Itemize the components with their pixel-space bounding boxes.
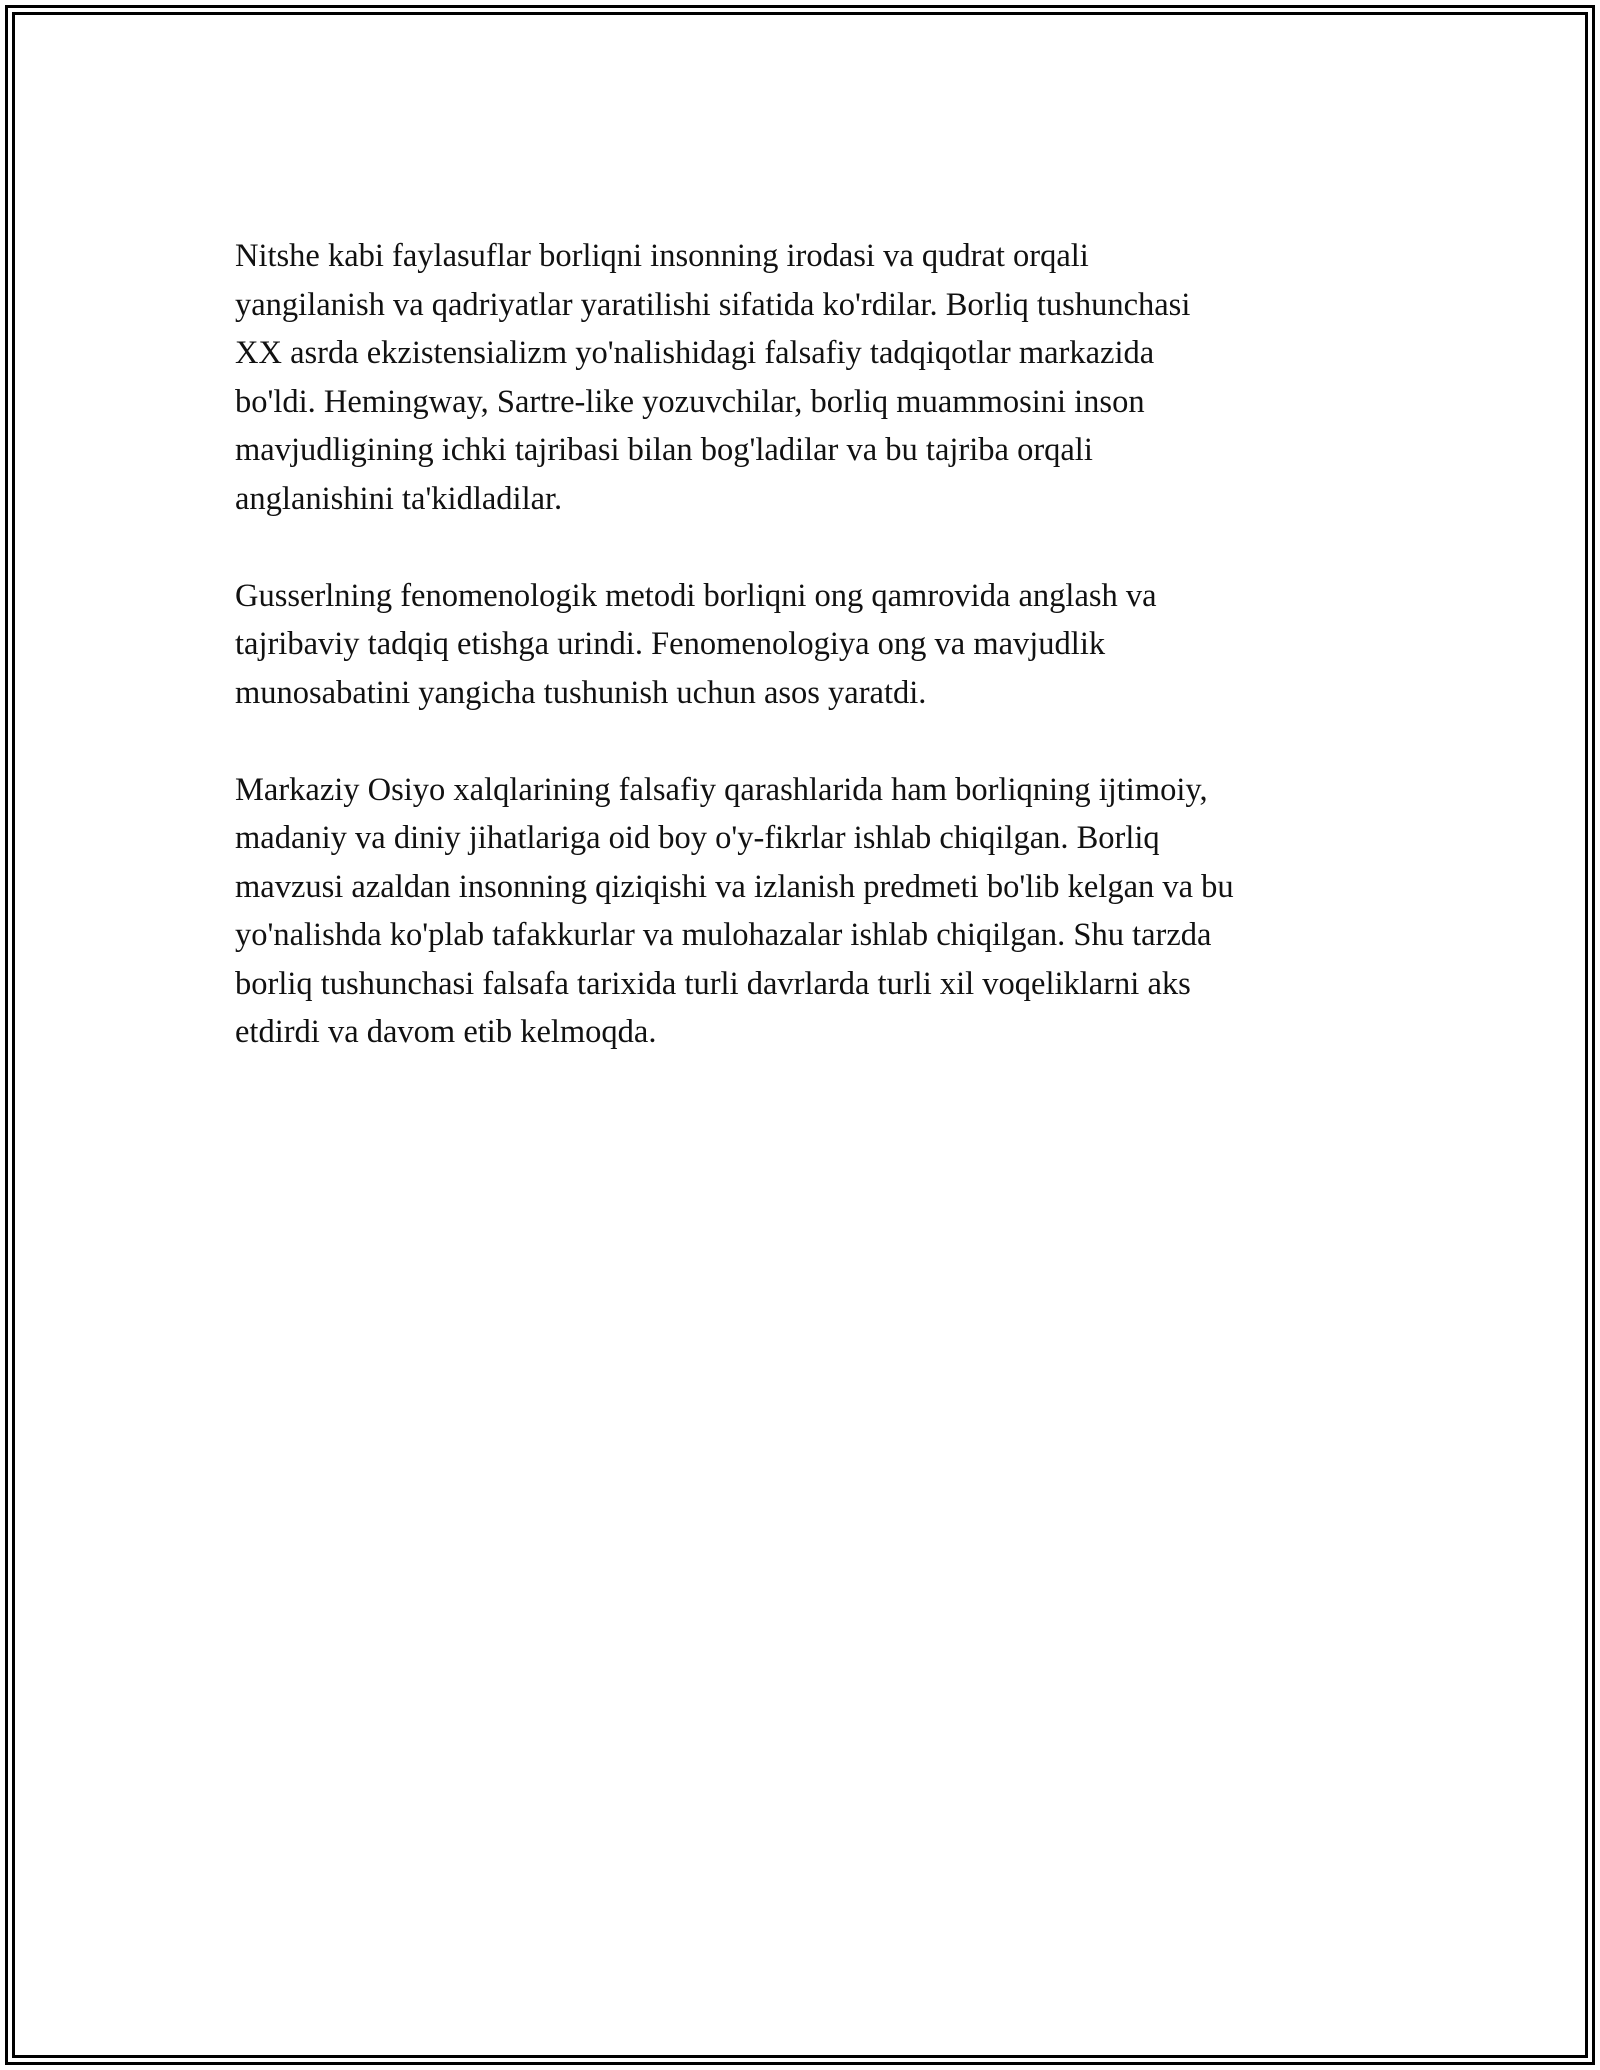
text-line: mavzusi azaldan insonning qiziqishi va izlanish predmeti bo'lib kelgan va bu bbox=[235, 868, 1234, 905]
text-line: XX asrda ekzistensializm yo'nalishidagi falsafiy tadqiqotlar markazida bbox=[235, 335, 1155, 371]
text-line: etdirdi va davom etib kelmoqda. bbox=[235, 1014, 657, 1050]
text-line: Markaziy Osiyo xalqlarining falsafiy qarashlarida ham borliqning ijtimoiy, bbox=[235, 771, 1208, 808]
text-line: munosabatini yangicha tushunish uchun asos yaratdi. bbox=[235, 674, 927, 711]
paragraph-1 bbox=[235, 232, 1375, 523]
document-body bbox=[235, 232, 1375, 1105]
text-line: anglanishini ta'kidladilar. bbox=[235, 480, 563, 517]
text-line: tajribaviy tadqiq etishga urindi. Fenomenologiya ong va mavjudlik bbox=[235, 626, 1106, 662]
text-line: mavjudligining ichki tajribasi bilan bog'ladilar va bu tajriba orqali bbox=[235, 432, 1093, 468]
paragraph-2 bbox=[235, 572, 1375, 718]
text-line: Nitshe kabi faylasuflar borliqni insonning irodasi va qudrat orqali bbox=[235, 238, 1089, 274]
text-line: madaniy va diniy jihatlariga oid boy o'y-fikrlar ishlab chiqilgan. Borliq bbox=[235, 820, 1160, 856]
text-line: bo'ldi. Hemingway, Sartre-like yozuvchilar, borliq muammosini inson bbox=[235, 383, 1145, 420]
text-line: Gusserlning fenomenologik metodi borliqni ong qamrovida anglash va bbox=[235, 577, 1157, 614]
text-line: yangilanish va qadriyatlar yaratilishi sifatida ko'rdilar. Borliq tushunchasi bbox=[235, 286, 1191, 323]
paragraph-3 bbox=[235, 766, 1375, 1057]
text-line: borliq tushunchasi falsafa tarixida turli davrlarda turli xil voqeliklarni aks bbox=[235, 965, 1191, 1002]
text-line: yo'nalishda ko'plab tafakkurlar va mulohazalar ishlab chiqilgan. Shu tarzda bbox=[235, 917, 1212, 953]
